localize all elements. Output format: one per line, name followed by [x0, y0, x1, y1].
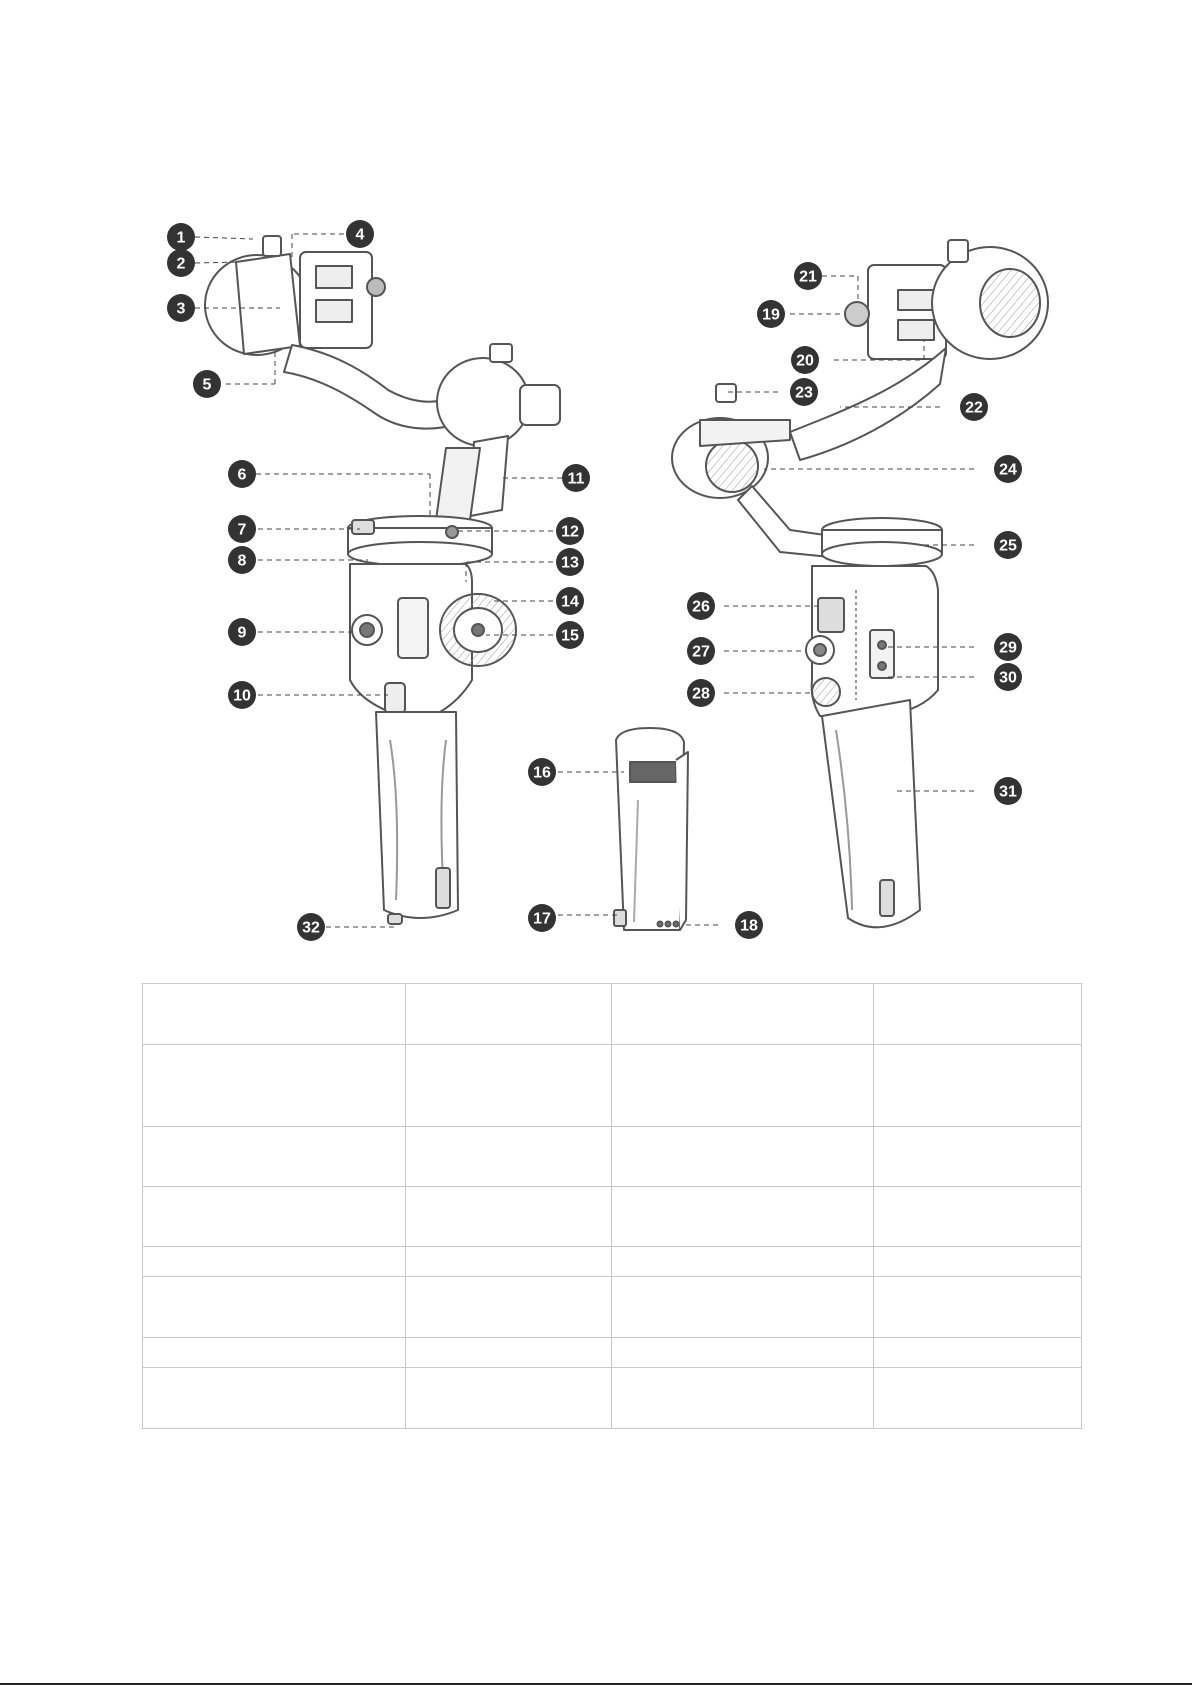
battery-view — [614, 728, 688, 930]
callout-number: 7 — [237, 521, 247, 539]
table-cell — [874, 1187, 1082, 1247]
callout-number: 14 — [561, 593, 579, 611]
callout-number: 32 — [302, 919, 320, 937]
table-cell — [874, 1338, 1082, 1368]
table-row — [143, 1127, 1082, 1187]
callout-9 — [228, 618, 256, 646]
table-cell — [143, 984, 406, 1045]
table-cell — [143, 1045, 406, 1127]
callout-27 — [687, 637, 715, 665]
callout-20 — [791, 346, 819, 374]
callout-4 — [346, 220, 374, 248]
callout-8 — [228, 546, 256, 574]
callout-29 — [994, 633, 1022, 661]
callout-13 — [556, 548, 584, 576]
callout-32 — [297, 913, 325, 941]
callout-26 — [687, 592, 715, 620]
callout-number: 23 — [795, 384, 813, 402]
callout-6 — [228, 460, 256, 488]
callout-5 — [193, 370, 221, 398]
callout-1 — [167, 223, 195, 251]
table-row — [143, 1277, 1082, 1338]
callout-number: 2 — [176, 255, 186, 273]
callout-number: 17 — [533, 910, 551, 928]
callout-number: 24 — [999, 461, 1017, 479]
callout-number: 10 — [233, 687, 251, 705]
table-cell — [874, 1277, 1082, 1338]
table-cell — [612, 1187, 874, 1247]
callout-number: 13 — [561, 554, 579, 572]
table-cell — [612, 1338, 874, 1368]
table-cell — [406, 1338, 612, 1368]
callout-15 — [556, 621, 584, 649]
table-cell — [612, 1368, 874, 1429]
table-cell — [406, 1368, 612, 1429]
callout-10 — [228, 681, 256, 709]
table-cell — [874, 1127, 1082, 1187]
callout-14 — [556, 587, 584, 615]
callout-number: 9 — [237, 624, 247, 642]
table-cell — [143, 1247, 406, 1277]
callout-17 — [528, 904, 556, 932]
callout-number: 5 — [202, 376, 212, 394]
table-cell — [406, 1187, 612, 1247]
table-row — [143, 1338, 1082, 1368]
table-cell — [406, 1127, 612, 1187]
table-row — [143, 1187, 1082, 1247]
callout-number: 1 — [176, 229, 186, 247]
callout-30 — [994, 663, 1022, 691]
callout-12 — [556, 517, 584, 545]
table-row — [143, 1247, 1082, 1277]
callout-number: 4 — [355, 226, 365, 244]
callout-number: 21 — [799, 268, 817, 286]
callout-number: 25 — [999, 537, 1017, 555]
table-cell — [874, 1368, 1082, 1429]
callout-number: 8 — [237, 552, 247, 570]
callout-number: 15 — [561, 627, 579, 645]
callout-23 — [790, 378, 818, 406]
table-row — [143, 1045, 1082, 1127]
table-cell — [143, 1187, 406, 1247]
table-cell — [612, 1127, 874, 1187]
callout-number: 26 — [692, 598, 710, 616]
gimbal-rear-view — [672, 240, 1048, 927]
table-cell — [406, 1045, 612, 1127]
table-row — [143, 984, 1082, 1045]
table-cell — [406, 984, 612, 1045]
table-cell — [406, 1277, 612, 1338]
callout-2 — [167, 249, 195, 277]
callout-28 — [687, 679, 715, 707]
callout-number: 22 — [965, 399, 983, 417]
callout-31 — [994, 777, 1022, 805]
table-cell — [874, 1045, 1082, 1127]
table-cell — [612, 984, 874, 1045]
callout-7 — [228, 515, 256, 543]
callout-number: 28 — [692, 685, 710, 703]
table-cell — [612, 1247, 874, 1277]
callout-number: 18 — [740, 917, 758, 935]
callout-3 — [167, 294, 195, 322]
table-cell — [143, 1338, 406, 1368]
table-cell — [143, 1277, 406, 1338]
table-cell — [406, 1247, 612, 1277]
table-cell — [143, 1127, 406, 1187]
callout-number: 12 — [561, 523, 579, 541]
callout-number: 29 — [999, 639, 1017, 657]
callout-number: 27 — [692, 643, 710, 661]
table-cell — [612, 1277, 874, 1338]
callout-16 — [528, 758, 556, 786]
gimbal-front-view — [202, 236, 560, 924]
callout-number: 31 — [999, 783, 1017, 801]
callout-25 — [994, 531, 1022, 559]
callout-11 — [562, 464, 590, 492]
callout-19 — [757, 300, 785, 328]
callout-21 — [794, 262, 822, 290]
callout-number: 30 — [999, 669, 1017, 687]
callout-22 — [960, 393, 988, 421]
table-row — [143, 1368, 1082, 1429]
table-cell — [874, 1247, 1082, 1277]
callout-18 — [735, 911, 763, 939]
table-cell — [874, 984, 1082, 1045]
callout-number: 6 — [237, 466, 247, 484]
callout-number: 19 — [762, 306, 780, 324]
callout-number: 11 — [567, 470, 585, 488]
callout-number: 3 — [176, 300, 186, 318]
parts-table — [142, 983, 1082, 1429]
table-cell — [143, 1368, 406, 1429]
table-cell — [612, 1045, 874, 1127]
callout-24 — [994, 455, 1022, 483]
callout-number: 16 — [533, 764, 551, 782]
callout-number: 20 — [796, 352, 814, 370]
